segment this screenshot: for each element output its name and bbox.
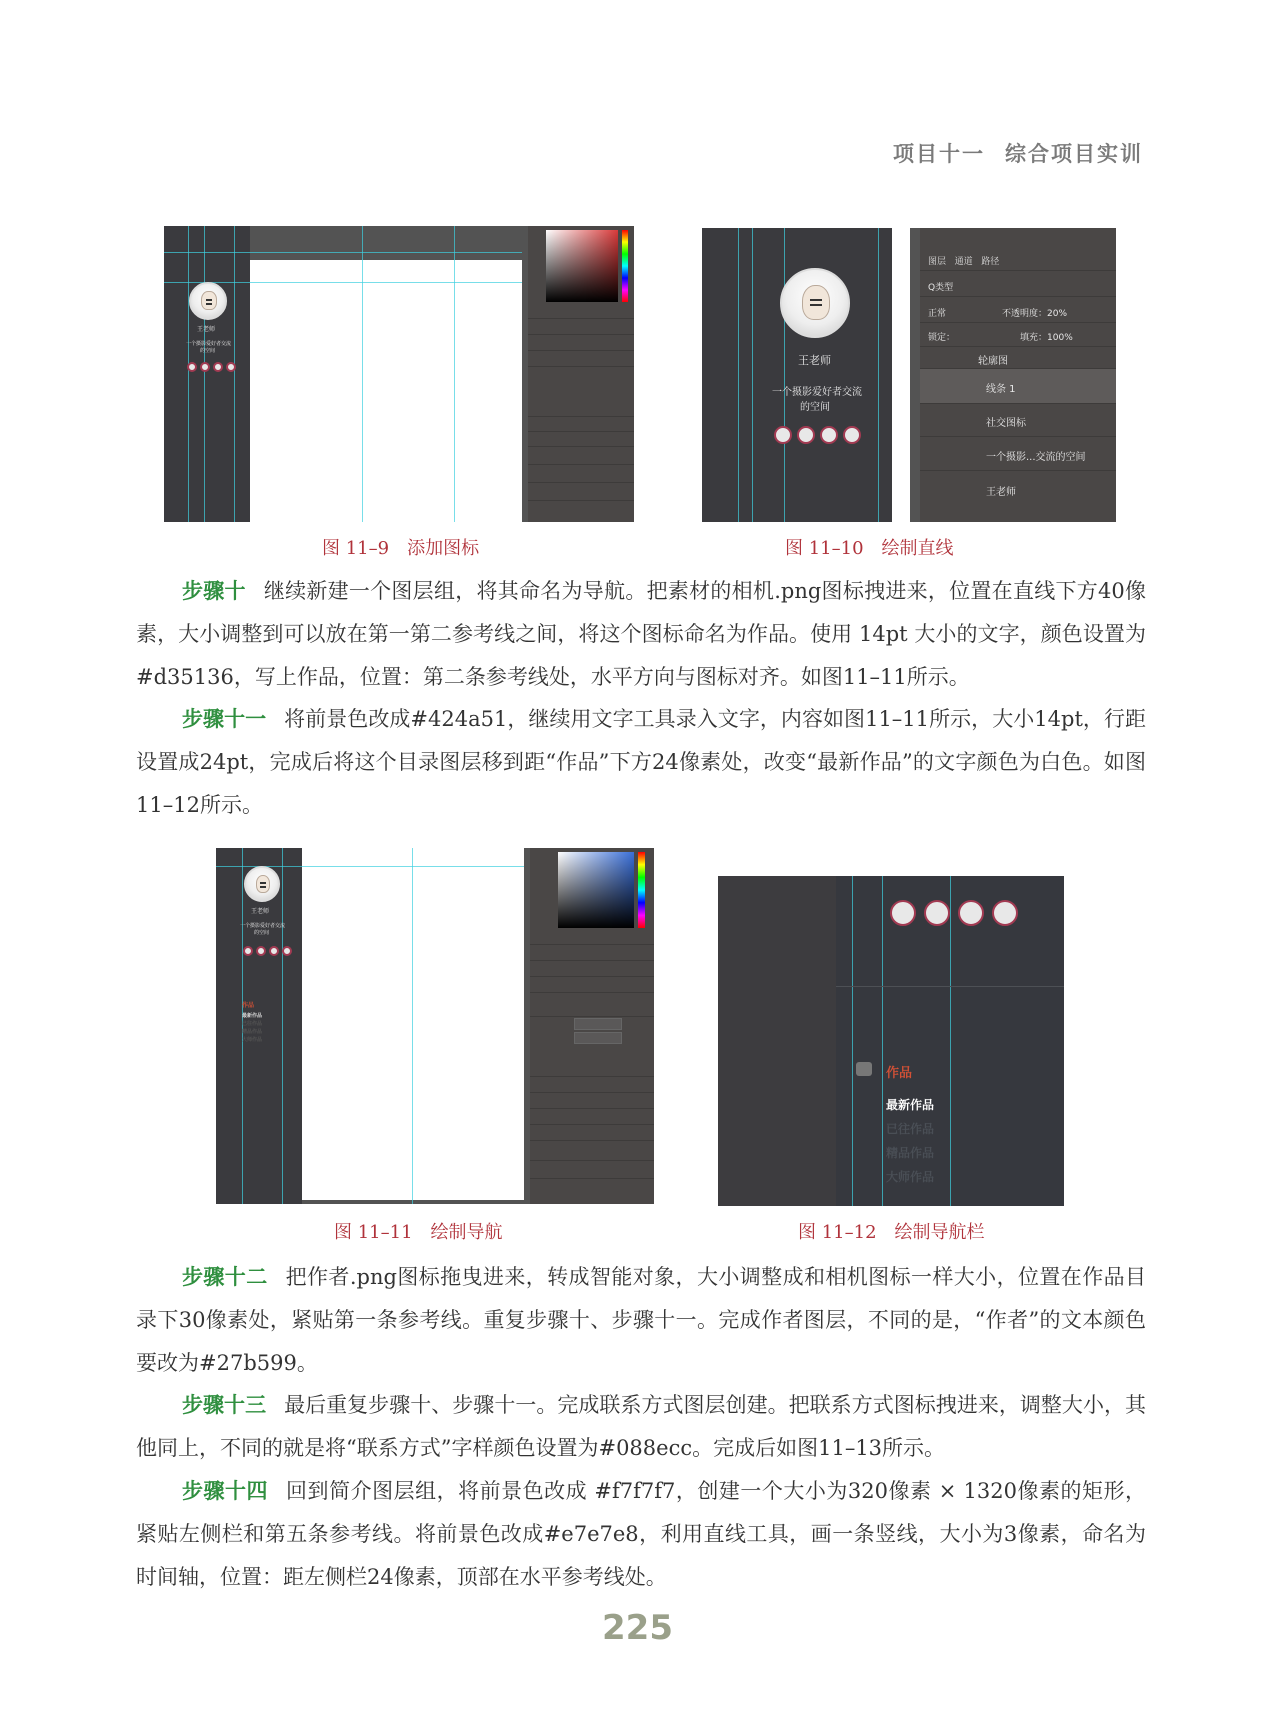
running-header: [873, 138, 1143, 168]
step-text: 最后重复步骤十、步骤十一。完成联系方式图层创建。把联系方式图标拽进来，调整大小，其他同上，不同的就是将“联系方式”字样颜色设置为#088ecc。完成后如图11–13所示。: [136, 1393, 1146, 1460]
step-text: 回到简介图层组，将前景色改成 #f7f7f7，创建一个大小为320像素 × 1320像素的矩形，紧贴左侧栏和第五条参考线。将前景色改成#e7e7e8，利用直线工具，画一条竖线，大小为3像素，命名为时间轴，位置：距左侧栏24像素，顶部在水平参考线处。: [136, 1479, 1147, 1589]
profile-name: 王老师: [251, 908, 270, 915]
fill-value[interactable]: 100%: [1047, 333, 1073, 343]
tab-paths[interactable]: 路径: [981, 257, 1000, 267]
profile-tagline-2: 的空间: [800, 402, 830, 413]
caption-number: 图 11–12: [798, 1222, 877, 1243]
nav-item: 大师作品: [242, 1037, 263, 1043]
social-icons: [243, 946, 292, 956]
nav-active-item: 作品: [886, 1066, 913, 1081]
figure-11-11-screenshot: [216, 848, 654, 1204]
step-label: 步骤十一: [182, 707, 267, 731]
caption-number: 图 11–9: [322, 538, 390, 559]
camera-icon: [856, 1062, 872, 1076]
caption-title: 绘制导航栏: [894, 1222, 985, 1243]
step-label: 步骤十四: [182, 1479, 269, 1503]
nav-item-latest: 最新作品: [886, 1098, 935, 1112]
avatar: [189, 282, 227, 320]
nav-active-item: 作品: [242, 1002, 255, 1009]
tab-channels[interactable]: 通道: [954, 257, 973, 267]
step-11-paragraph: [136, 698, 1146, 827]
step-13-paragraph: [136, 1384, 1146, 1470]
profile-tagline-2: 的空间: [254, 930, 270, 936]
header-title: 综合项目实训: [1005, 142, 1143, 166]
caption-number: 图 11–11: [334, 1222, 413, 1243]
layer-row[interactable]: 一个摄影...交流的空间: [986, 452, 1086, 463]
step-text: 将前景色改成#424a51，继续用文字工具录入文字，内容如图11–11所示，大小14pt，行距设置成24pt，完成后将这个目录图层移到距“作品”下方24像素处，改变“最新作品”的文字颜色为白色。如图11–12所示。: [136, 707, 1147, 817]
blend-mode-select[interactable]: 正常: [928, 309, 947, 319]
caption-title: 绘制导航: [430, 1222, 503, 1243]
profile-tagline: 一个摄影爱好者交流: [240, 923, 286, 929]
nav-item: 最新作品: [242, 1013, 263, 1019]
caption-number: 图 11–10: [785, 538, 864, 559]
wechat-icon: [992, 900, 1018, 926]
lock-label: 锁定：: [928, 333, 956, 343]
properties-panel: [530, 848, 654, 1204]
layer-group-row[interactable]: 轮廓图: [978, 356, 1008, 367]
weibo-icon: [890, 900, 916, 926]
nav-item: 大师作品: [886, 1170, 935, 1184]
step-label: 步骤十二: [182, 1265, 268, 1289]
step-14-paragraph: [136, 1470, 1146, 1599]
profile-tagline: 一个摄影爱好者交流: [186, 341, 232, 347]
layer-kind-filter[interactable]: Q类型: [928, 283, 954, 293]
tab-layers[interactable]: 图层: [928, 257, 947, 267]
step-label: 步骤十三: [182, 1393, 267, 1417]
caption-title: 添加图标: [407, 538, 480, 559]
step-12-paragraph: [136, 1256, 1146, 1385]
figure-11-10-screenshot: [702, 228, 1116, 522]
layers-panel: [920, 228, 1116, 522]
nav-item: 精品作品: [886, 1146, 935, 1160]
caption-figure-11-11: [334, 1218, 503, 1244]
profile-tagline: 一个摄影爱好者交流: [772, 387, 862, 398]
social-icons: [890, 900, 1018, 926]
social-icons: [187, 362, 236, 372]
layer-row[interactable]: 王老师: [986, 487, 1016, 498]
opacity-value[interactable]: 20%: [1047, 309, 1068, 319]
properties-panel: [528, 226, 634, 522]
hue-slider: [638, 852, 645, 928]
nav-item: 已往作品: [886, 1122, 935, 1136]
step-text: 继续新建一个图层组，将其命名为导航。把素材的相机.png图标拽进来，位置在直线下方40像素，大小调整到可以放在第一第二参考线之间，将这个图标命名为作品。使用 14pt 大小的文字，颜色设置为#d35136，写上作品，位置：第二条参考线处，水平方向与图标对齐。如图11–11所示。: [136, 579, 1147, 689]
profile-name: 王老师: [197, 326, 216, 333]
figure-11-9-screenshot: [164, 226, 634, 522]
header-chapter: 项目十一: [893, 142, 985, 166]
caption-figure-11-9: [322, 534, 479, 560]
page-number: 225: [602, 1608, 673, 1648]
hue-slider: [622, 230, 628, 302]
qq-icon: [924, 900, 950, 926]
profile-tagline-2: 的空间: [200, 348, 216, 354]
color-picker: [558, 852, 634, 928]
layers-tabs: [928, 254, 999, 267]
step-10-paragraph: [136, 570, 1146, 699]
layer-row[interactable]: 社交图标: [986, 418, 1026, 429]
step-text: 把作者.png图标拖曳进来，转成智能对象，大小调整成和相机图标一样大小，位置在作品目录下30像素处，紧贴第一条参考线。重复步骤十、步骤十一。完成作者图层，不同的是，“作者”的文本颜色要改为#27b599。: [136, 1265, 1147, 1375]
opacity-label: 不透明度：20%: [1002, 309, 1068, 319]
avatar: [244, 866, 280, 902]
profile-name: 王老师: [798, 354, 831, 367]
figure-11-12-screenshot: [718, 876, 1064, 1206]
nav-item: 已往作品: [242, 1021, 263, 1027]
caption-title: 绘制直线: [881, 538, 954, 559]
nav-item: 精品作品: [242, 1029, 263, 1035]
step-label: 步骤十: [182, 579, 246, 603]
layer-row[interactable]: 线条 1: [986, 384, 1016, 395]
avatar: [780, 268, 850, 338]
fill-label: 填充：100%: [1020, 333, 1073, 343]
social-icons: [774, 426, 861, 444]
bell-icon: [958, 900, 984, 926]
caption-figure-11-10: [785, 534, 954, 560]
caption-figure-11-12: [798, 1218, 985, 1244]
color-picker: [546, 230, 618, 302]
